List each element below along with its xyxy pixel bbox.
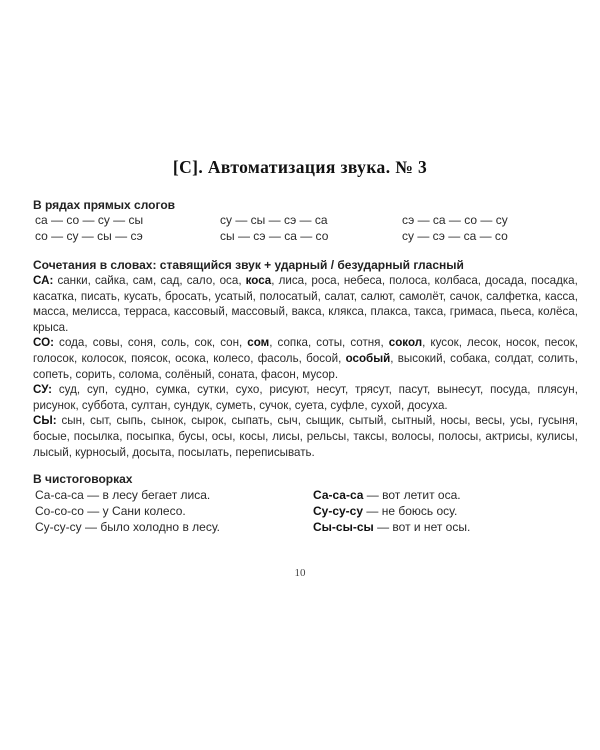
word-group: СЫ: сын, сыт, сыпь, сынок, сырок, сыпать, сыч, сыщик, сытый, сытный, носы, весы, усы, гусыня, босые, посылка, посыпка, бусы, осы, косы, лисы, рельсы, таксы, волосы, полосы, актрисы, кулисы, лысый, курносый, досыта, посылать, переписывать. bbox=[33, 414, 579, 459]
tongue-twister-line bbox=[313, 520, 470, 534]
page-title: [С]. Автоматизация звука. № 3 bbox=[172, 157, 428, 177]
word: судно bbox=[114, 383, 146, 397]
word: касатка bbox=[33, 289, 74, 303]
syllable-row: са — со — су — сы bbox=[35, 213, 144, 227]
word: сумка bbox=[155, 383, 188, 397]
word: кусок bbox=[430, 336, 459, 350]
word: кусать bbox=[123, 289, 159, 303]
tongue-twister-line bbox=[35, 504, 186, 518]
word: суфле bbox=[330, 398, 365, 412]
word: сало bbox=[186, 274, 213, 287]
word-group: СА: санки, сайка, сам, сад, сало, оса, коса, лиса, роса, небеса, полоса, колбаса, досада, посадка, касатка, писать, кусать, бросать, усатый, полосатый, салат, салют, самолёт, сачок, салфетка, касса, масса, мелисса, терраса, кассовый, массовый, вакса, клякса, плакса, такса, гримаса, пьеса, колёса, крыса. bbox=[33, 274, 578, 334]
tongue-twister-lead: Са-са-са bbox=[35, 488, 84, 502]
word: солдат bbox=[494, 351, 531, 365]
word: досуха bbox=[407, 398, 445, 412]
syllable-row: со — су — сы — сэ bbox=[35, 229, 143, 243]
word-group: СУ: суд, суп, судно, сумка, сутки, сухо, рисуют, несут, трясут, пасут, вынесут, посуда, плясун, рисунок, суббота, султан, сундук, суметь, сучок, суета, суфле, сухой, досуха. bbox=[33, 383, 578, 412]
word: писать bbox=[80, 289, 117, 303]
word: полосатый bbox=[259, 289, 318, 303]
word: посуда bbox=[490, 383, 528, 397]
word: осока bbox=[175, 351, 206, 365]
word: босые bbox=[33, 429, 67, 443]
word: сутки bbox=[197, 383, 226, 397]
word: сырок bbox=[191, 414, 224, 428]
word: такса bbox=[414, 305, 444, 319]
word: бусы bbox=[178, 429, 205, 443]
word: переписывать bbox=[235, 445, 312, 459]
word: массовый bbox=[231, 305, 285, 319]
word: фасоль bbox=[257, 351, 299, 365]
words-heading: Сочетания в словах: ставящийся звук + ударный / безударный гласный bbox=[33, 258, 464, 272]
word: особый bbox=[345, 351, 391, 365]
word: косы bbox=[239, 429, 266, 443]
word: досада bbox=[485, 274, 524, 287]
word: песок bbox=[544, 336, 575, 350]
word: сад bbox=[160, 274, 180, 287]
word: сачок bbox=[449, 289, 480, 303]
word: посыпка bbox=[126, 429, 172, 443]
word: сундук bbox=[173, 398, 210, 412]
word: сыч bbox=[277, 414, 298, 428]
word: гусыня bbox=[538, 414, 575, 428]
word: собака bbox=[450, 351, 488, 365]
word: сытый bbox=[349, 414, 384, 428]
word: самолёт bbox=[399, 289, 443, 303]
word: лесок bbox=[467, 336, 498, 350]
word: совы bbox=[92, 336, 120, 350]
word: посадка bbox=[531, 274, 575, 287]
word: таксы bbox=[353, 429, 385, 443]
word: плясун bbox=[537, 383, 575, 397]
word: сайка bbox=[94, 274, 126, 287]
word: сухой bbox=[370, 398, 402, 412]
syllable-row: су — сэ — са — со bbox=[402, 229, 508, 243]
word: роса bbox=[311, 274, 337, 287]
word: пасут bbox=[398, 383, 427, 397]
word: коса bbox=[245, 274, 272, 287]
word-group-label: СЫ: bbox=[33, 414, 57, 428]
syllables-heading: В рядах прямых слогов bbox=[33, 198, 176, 212]
tongue-twister-rest: — было холодно в лесу. bbox=[81, 520, 220, 534]
word: соты bbox=[316, 336, 343, 350]
word: носок bbox=[506, 336, 537, 350]
word: актрисы bbox=[485, 429, 530, 443]
word: сухо bbox=[235, 383, 260, 397]
tongue-twister-lead: Су-су-су bbox=[313, 504, 364, 518]
page-number: 10 bbox=[294, 567, 306, 579]
tongue-twister-rest: — не боюсь осу. bbox=[363, 504, 458, 518]
tongue-twister-line bbox=[313, 488, 461, 502]
word: сопеть bbox=[33, 367, 70, 381]
word: солить bbox=[538, 351, 575, 365]
word: салют bbox=[360, 289, 393, 303]
word: лиса bbox=[278, 274, 305, 287]
tongue-twister-lead: Су-су-су bbox=[35, 520, 82, 534]
word: рисунок bbox=[33, 398, 76, 412]
word: султан bbox=[131, 398, 168, 412]
tongue-twister-lead: Са-са-са bbox=[313, 488, 364, 502]
word: усатый bbox=[214, 289, 253, 303]
word: сыт bbox=[90, 414, 109, 428]
word: босой bbox=[306, 351, 339, 365]
word: высокий bbox=[397, 351, 443, 365]
word: касса bbox=[544, 289, 575, 303]
tongue-twister-lead: Со-со-со bbox=[35, 504, 84, 518]
word: масса bbox=[33, 305, 66, 319]
word: соль bbox=[161, 336, 187, 350]
tongue-twister-rest: — у Сани колесо. bbox=[83, 504, 186, 518]
tongue-twister-rest: — в лесу бегает лиса. bbox=[83, 488, 211, 502]
word: кассовый bbox=[173, 305, 225, 319]
word: волосы bbox=[391, 429, 432, 443]
word: салат bbox=[324, 289, 354, 303]
word: сокол bbox=[388, 336, 423, 350]
word-group-label: СУ: bbox=[33, 383, 53, 397]
word: посылать bbox=[177, 445, 230, 459]
syllable-row: сы — сэ — са — со bbox=[220, 229, 329, 243]
word: фасон bbox=[261, 367, 296, 381]
word: колосок bbox=[81, 351, 124, 365]
word: сопка bbox=[277, 336, 308, 350]
word: пьеса bbox=[500, 305, 532, 319]
syllable-row: су — сы — сэ — са bbox=[220, 213, 328, 227]
word: сытный bbox=[391, 414, 433, 428]
word: соната bbox=[217, 367, 255, 381]
tongue-twister-line bbox=[35, 488, 210, 502]
word: колёса bbox=[537, 305, 575, 319]
word: кулисы bbox=[536, 429, 575, 443]
word: колесо bbox=[213, 351, 251, 365]
word: голосок bbox=[33, 351, 74, 365]
word: сорить bbox=[75, 367, 113, 381]
word: сыпь bbox=[116, 414, 143, 428]
word: сон bbox=[220, 336, 239, 350]
word-group-label: СО: bbox=[33, 336, 54, 350]
word: сок bbox=[194, 336, 212, 350]
word: вынесут bbox=[437, 383, 481, 397]
word: весы bbox=[475, 414, 503, 428]
word: курносый bbox=[75, 445, 126, 459]
tongue-twisters-heading: В чистоговорках bbox=[33, 472, 133, 486]
tongue-twister-line bbox=[313, 504, 457, 518]
word: санки bbox=[57, 274, 88, 287]
word: досыта bbox=[132, 445, 172, 459]
word: посылка bbox=[73, 429, 120, 443]
word: салфетка bbox=[486, 289, 538, 303]
word: бросать bbox=[165, 289, 208, 303]
tongue-twister-lead: Сы-сы-сы bbox=[313, 520, 374, 534]
word: суббота bbox=[81, 398, 125, 412]
word: небеса bbox=[343, 274, 382, 287]
word: сыщик bbox=[305, 414, 342, 428]
word: суд bbox=[58, 383, 77, 397]
word: лысый bbox=[33, 445, 69, 459]
word: гримаса bbox=[449, 305, 494, 319]
word: трясут bbox=[355, 383, 389, 397]
word: сотня bbox=[350, 336, 381, 350]
word: сучок bbox=[259, 398, 289, 412]
word: несут bbox=[316, 383, 345, 397]
tongue-twister-rest: — вот летит оса. bbox=[363, 488, 461, 502]
word: суета bbox=[294, 398, 324, 412]
word: сыпать bbox=[231, 414, 270, 428]
word: лисы bbox=[272, 429, 300, 443]
word-group: СО: сода, совы, соня, соль, сок, сон, сом, сопка, соты, сотня, сокол, кусок, лесок, носок, песок, голосок, колосок, поясок, осока, колесо, фасоль, босой, особый, высокий, собака, солдат, солить, сопеть, сорить, солома, солёный, соната, фасон, мусор. bbox=[33, 336, 579, 381]
word: суметь bbox=[215, 398, 253, 412]
word: оса bbox=[219, 274, 239, 287]
word: рельсы bbox=[306, 429, 347, 443]
word: поясок bbox=[131, 351, 168, 365]
word: соня bbox=[127, 336, 153, 350]
word: мусор bbox=[302, 367, 335, 381]
word: колбаса bbox=[434, 274, 478, 287]
word: носы bbox=[440, 414, 468, 428]
word: сын bbox=[61, 414, 83, 428]
word: солёный bbox=[164, 367, 212, 381]
word: осы bbox=[211, 429, 233, 443]
word-group-label: СА: bbox=[33, 274, 54, 287]
syllable-row: сэ — са — со — су bbox=[402, 213, 508, 227]
word: суп bbox=[86, 383, 105, 397]
word: вакса bbox=[291, 305, 322, 319]
word: крыса bbox=[33, 320, 66, 334]
word-groups bbox=[33, 273, 578, 460]
tongue-twister-rest: — вот и нет осы. bbox=[373, 520, 471, 534]
word: полоса bbox=[389, 274, 428, 287]
tongue-twister-line bbox=[35, 520, 220, 534]
word: терраса bbox=[124, 305, 168, 319]
word: полосы bbox=[438, 429, 479, 443]
word: усы bbox=[510, 414, 530, 428]
word: сода bbox=[59, 336, 85, 350]
word: рисуют bbox=[269, 383, 307, 397]
word: сом bbox=[247, 336, 270, 350]
word: сам bbox=[132, 274, 154, 287]
word: сынок bbox=[151, 414, 184, 428]
word: солома bbox=[118, 367, 159, 381]
word: плакса bbox=[370, 305, 408, 319]
word: клякса bbox=[328, 305, 364, 319]
word: мелисса bbox=[72, 305, 118, 319]
